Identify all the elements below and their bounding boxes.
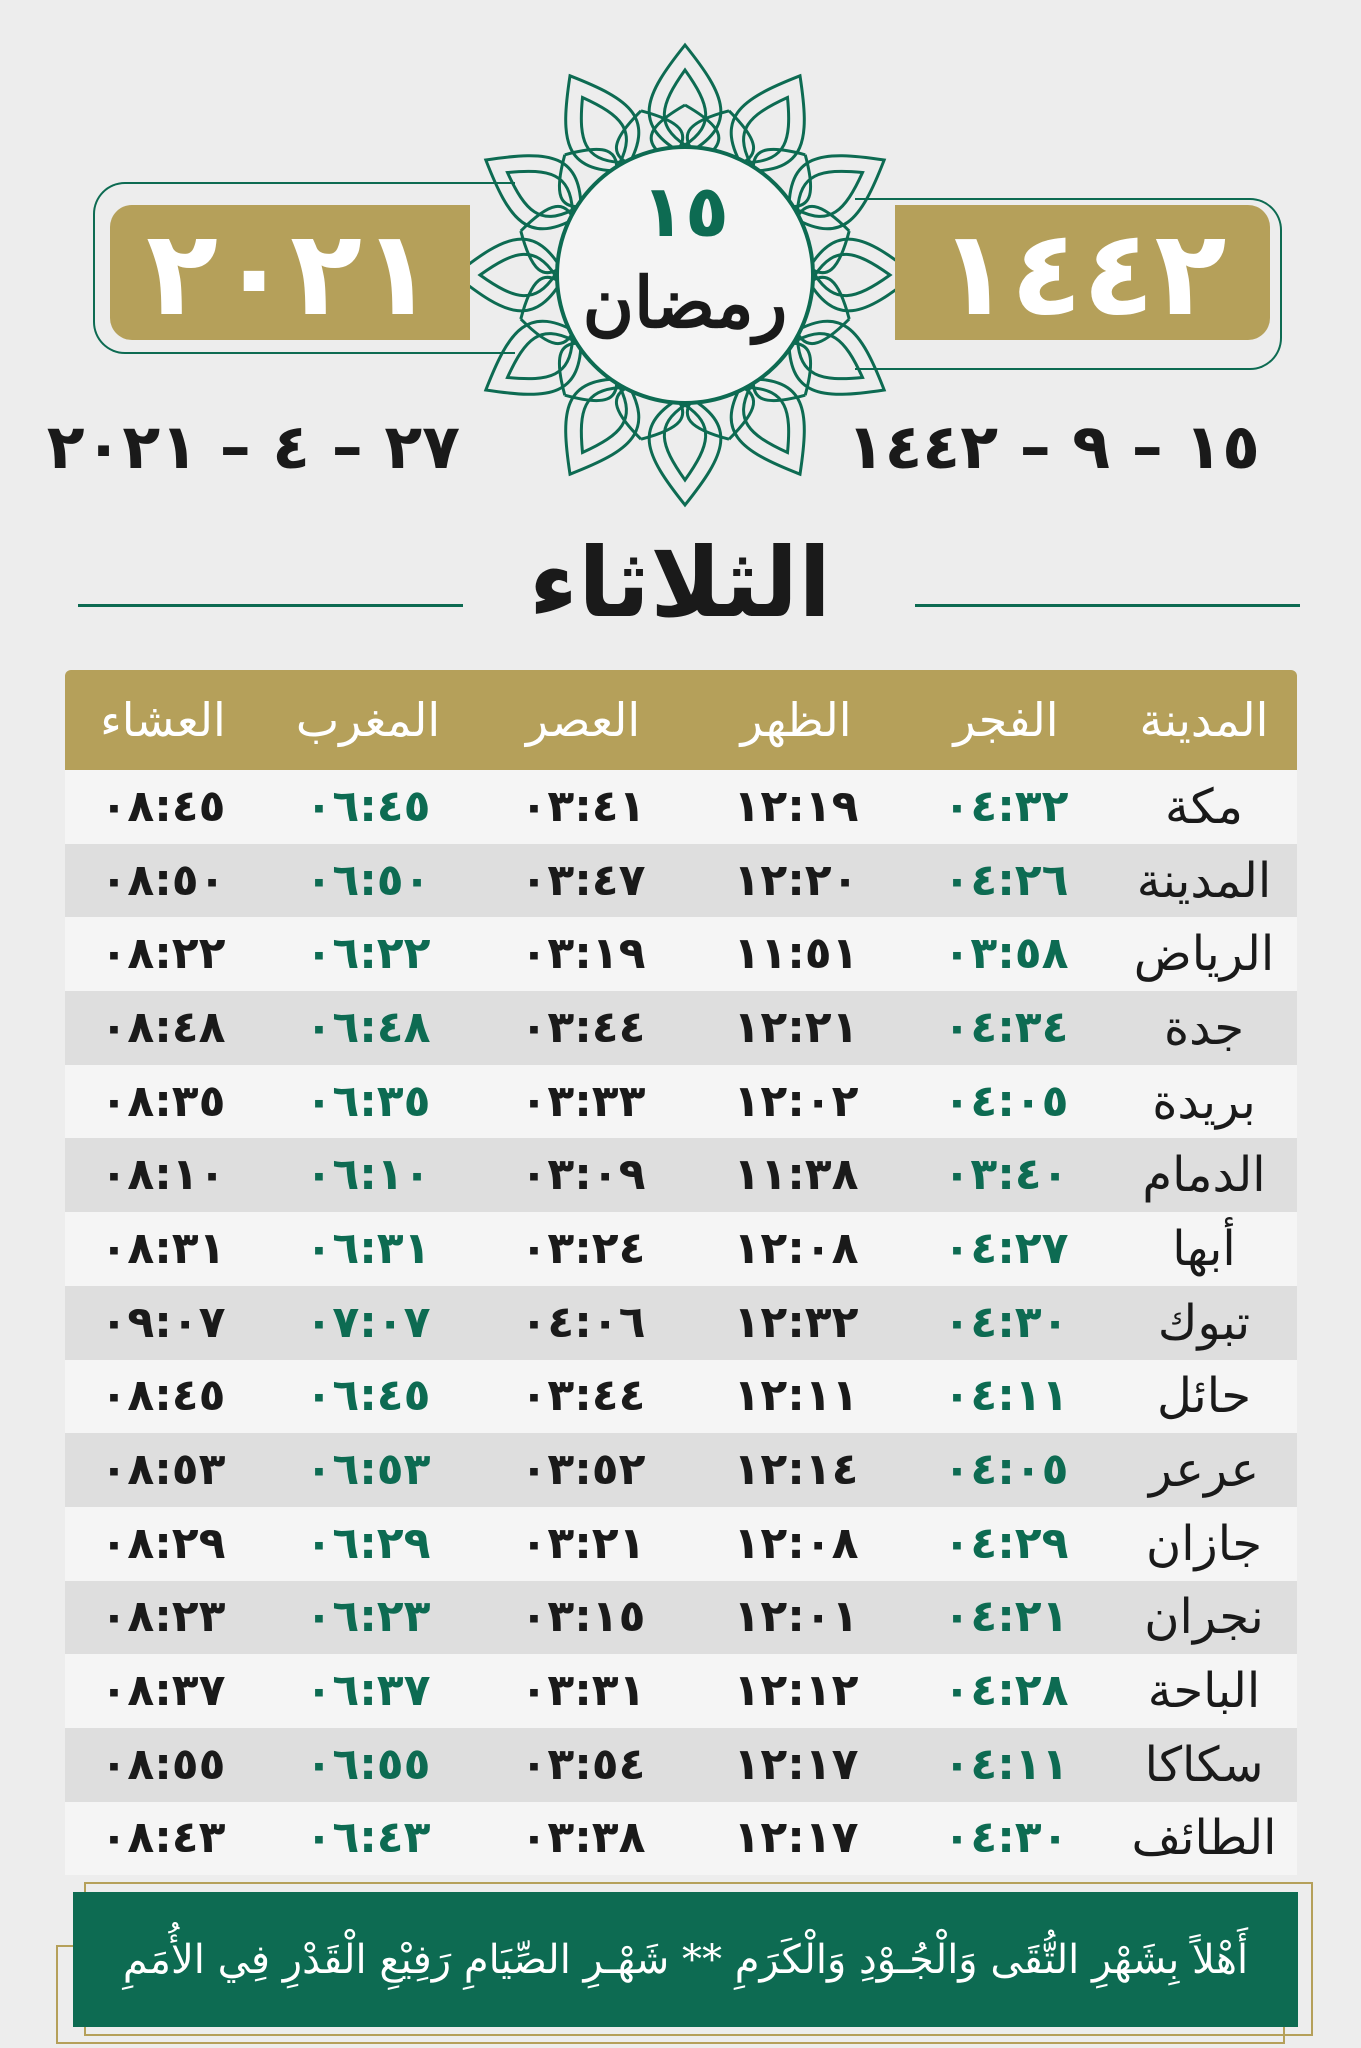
cell-dhuhr: ١٢:٠٢ — [733, 1075, 859, 1127]
cell-fajr: ٠٣:٥٨ — [943, 928, 1069, 980]
cell-isha: ٠٨:٣٧ — [100, 1665, 226, 1717]
weekday-title: الثلاثاء — [528, 527, 832, 639]
hijri-date: ١٥ – ٩ – ١٤٤٢ — [846, 410, 1260, 483]
cell-fajr: ٠٣:٤٠ — [943, 1149, 1069, 1201]
cell-dhuhr: ١٢:١٤ — [733, 1444, 859, 1496]
cell-isha: ٠٨:٤٨ — [100, 1001, 226, 1053]
cell-asr: ٠٣:٣٣ — [520, 1075, 646, 1127]
cell-asr: ٠٣:٤٤ — [520, 1370, 646, 1422]
divider-right — [915, 604, 1300, 607]
cell-asr: ٠٣:١٩ — [520, 928, 646, 980]
cell-asr: ٠٣:٤٧ — [520, 854, 646, 906]
month-name: رمضان — [582, 261, 788, 344]
cell-city: جدة — [1163, 999, 1244, 1056]
cell-dhuhr: ١٢:٣٢ — [733, 1296, 859, 1348]
cell-maghrib: ٠٦:٤٥ — [305, 1370, 431, 1422]
cell-city: الطائف — [1131, 1810, 1277, 1867]
cell-maghrib: ٠٦:٢٩ — [305, 1517, 431, 1569]
cell-isha: ٠٨:٤٥ — [100, 780, 226, 832]
cell-dhuhr: ١٢:٢١ — [733, 1001, 859, 1053]
cell-isha: ٠٨:٥٥ — [100, 1738, 226, 1790]
cell-maghrib: ٠٦:١٠ — [305, 1149, 431, 1201]
cell-asr: ٠٣:٣١ — [520, 1665, 646, 1717]
hijri-year: ١٤٤٢ — [895, 205, 1270, 340]
table-row — [65, 1286, 1297, 1360]
table-row — [65, 1065, 1297, 1139]
table-body — [65, 770, 1297, 1875]
cell-fajr: ٠٤:١١ — [943, 1370, 1069, 1422]
table-row — [65, 844, 1297, 918]
cell-dhuhr: ١٢:١٢ — [733, 1665, 859, 1717]
cell-dhuhr: ١١:٣٨ — [733, 1149, 859, 1201]
cell-city: أبها — [1172, 1220, 1236, 1277]
gregorian-date: ٢٧ – ٤ – ٢٠٢١ — [46, 410, 460, 483]
cell-fajr: ٠٤:٢٩ — [943, 1517, 1069, 1569]
cell-maghrib: ٠٦:٣١ — [305, 1222, 431, 1274]
gregorian-year: ٢٠٢١ — [110, 205, 470, 340]
cell-fajr: ٠٤:٠٥ — [943, 1444, 1069, 1496]
cell-maghrib: ٠٦:٥٥ — [305, 1738, 431, 1790]
cell-city: عرعر — [1148, 1442, 1260, 1499]
cell-city: حائل — [1156, 1368, 1251, 1425]
cell-dhuhr: ١١:٥١ — [733, 928, 859, 980]
table-row — [65, 1433, 1297, 1507]
cell-city: نجران — [1144, 1589, 1264, 1646]
cell-maghrib: ٠٦:٤٣ — [305, 1812, 431, 1864]
cell-dhuhr: ١٢:١٧ — [733, 1812, 859, 1864]
cell-dhuhr: ١٢:٠١ — [733, 1591, 859, 1643]
cell-isha: ٠٨:٢٩ — [100, 1517, 226, 1569]
table-row — [65, 1360, 1297, 1434]
table-row — [65, 1138, 1297, 1212]
cell-isha: ٠٨:٢٣ — [100, 1591, 226, 1643]
cell-maghrib: ٠٦:٥٣ — [305, 1444, 431, 1496]
cell-city: الدمام — [1142, 1147, 1266, 1204]
table-row — [65, 1212, 1297, 1286]
cell-asr: ٠٣:٥٢ — [520, 1444, 646, 1496]
cell-fajr: ٠٤:٣٠ — [943, 1812, 1069, 1864]
cell-maghrib: ٠٦:٤٥ — [305, 780, 431, 832]
cell-dhuhr: ١٢:٠٨ — [733, 1222, 859, 1274]
cell-asr: ٠٣:٢٤ — [520, 1222, 646, 1274]
prayer-times-table — [65, 670, 1297, 1875]
column-header-isha: العشاء — [100, 693, 226, 747]
cell-isha: ٠٨:١٠ — [100, 1149, 226, 1201]
cell-isha: ٠٨:٤٣ — [100, 1812, 226, 1864]
cell-maghrib: ٠٦:٤٨ — [305, 1001, 431, 1053]
cell-isha: ٠٨:٥٣ — [100, 1444, 226, 1496]
divider-left — [78, 604, 463, 607]
cell-asr: ٠٣:٢١ — [520, 1517, 646, 1569]
cell-asr: ٠٣:٣٨ — [520, 1812, 646, 1864]
table-row — [65, 1581, 1297, 1655]
column-header-city: المدينة — [1139, 693, 1269, 747]
cell-dhuhr: ١٢:٠٨ — [733, 1517, 859, 1569]
cell-city: الرياض — [1133, 926, 1275, 983]
cell-fajr: ٠٤:٢٧ — [943, 1222, 1069, 1274]
cell-isha: ٠٨:٢٢ — [100, 928, 226, 980]
day-number: ١٥ — [641, 169, 729, 253]
cell-city: بريدة — [1152, 1073, 1256, 1130]
cell-maghrib: ٠٦:٥٠ — [305, 854, 431, 906]
cell-asr: ٠٣:٥٤ — [520, 1738, 646, 1790]
cell-fajr: ٠٤:٠٥ — [943, 1075, 1069, 1127]
cell-isha: ٠٨:٥٠ — [100, 854, 226, 906]
cell-city: جازان — [1145, 1515, 1263, 1572]
cell-city: المدينة — [1136, 852, 1272, 909]
table-row — [65, 991, 1297, 1065]
cell-asr: ٠٣:١٥ — [520, 1591, 646, 1643]
cell-fajr: ٠٤:٣٤ — [943, 1001, 1069, 1053]
cell-isha: ٠٨:٣٥ — [100, 1075, 226, 1127]
cell-dhuhr: ١٢:١٧ — [733, 1738, 859, 1790]
cell-isha: ٠٨:٤٥ — [100, 1370, 226, 1422]
cell-city: مكة — [1165, 778, 1243, 835]
cell-asr: ٠٣:٤٤ — [520, 1001, 646, 1053]
cell-isha: ٠٨:٣١ — [100, 1222, 226, 1274]
cell-maghrib: ٠٦:٢٣ — [305, 1591, 431, 1643]
cell-fajr: ٠٤:٣٢ — [943, 780, 1069, 832]
footer-verse: أَهْلاً بِشَهْرِ التُّقَى وَالْجُـوْدِ وَالْكَرَمِ ** شَهْـرِ الصِّيَامِ رَفِيْعِ الْقَدْرِ فِي الأُمَمِ — [73, 1892, 1298, 2027]
cell-city: الباحة — [1147, 1663, 1261, 1720]
cell-dhuhr: ١٢:٢٠ — [733, 854, 859, 906]
cell-fajr: ٠٤:٢٨ — [943, 1665, 1069, 1717]
table-row — [65, 1507, 1297, 1581]
table-row — [65, 1802, 1297, 1876]
cell-isha: ٠٩:٠٧ — [100, 1296, 226, 1348]
cell-maghrib: ٠٦:٣٧ — [305, 1665, 431, 1717]
column-header-fajr: الفجر — [953, 693, 1059, 747]
cell-dhuhr: ١٢:١١ — [733, 1370, 859, 1422]
cell-fajr: ٠٤:٢١ — [943, 1591, 1069, 1643]
cell-city: سكاكا — [1144, 1736, 1264, 1793]
cell-fajr: ٠٤:١١ — [943, 1738, 1069, 1790]
cell-asr: ٠٣:٤١ — [520, 780, 646, 832]
cell-dhuhr: ١٢:١٩ — [733, 780, 859, 832]
cell-asr: ٠٤:٠٦ — [520, 1296, 646, 1348]
cell-maghrib: ٠٦:٣٥ — [305, 1075, 431, 1127]
cell-maghrib: ٠٦:٢٢ — [305, 928, 431, 980]
cell-city: تبوك — [1157, 1294, 1251, 1351]
cell-asr: ٠٣:٠٩ — [520, 1149, 646, 1201]
table-row — [65, 770, 1297, 844]
table-row — [65, 1728, 1297, 1802]
table-header — [65, 670, 1297, 770]
cell-maghrib: ٠٧:٠٧ — [305, 1296, 431, 1348]
table-row — [65, 917, 1297, 991]
column-header-dhuhr: الظهر — [740, 693, 852, 747]
cell-fajr: ٠٤:٢٦ — [943, 854, 1069, 906]
cell-fajr: ٠٤:٣٠ — [943, 1296, 1069, 1348]
column-header-asr: العصر — [525, 693, 641, 747]
column-header-maghrib: المغرب — [295, 693, 441, 747]
table-row — [65, 1654, 1297, 1728]
